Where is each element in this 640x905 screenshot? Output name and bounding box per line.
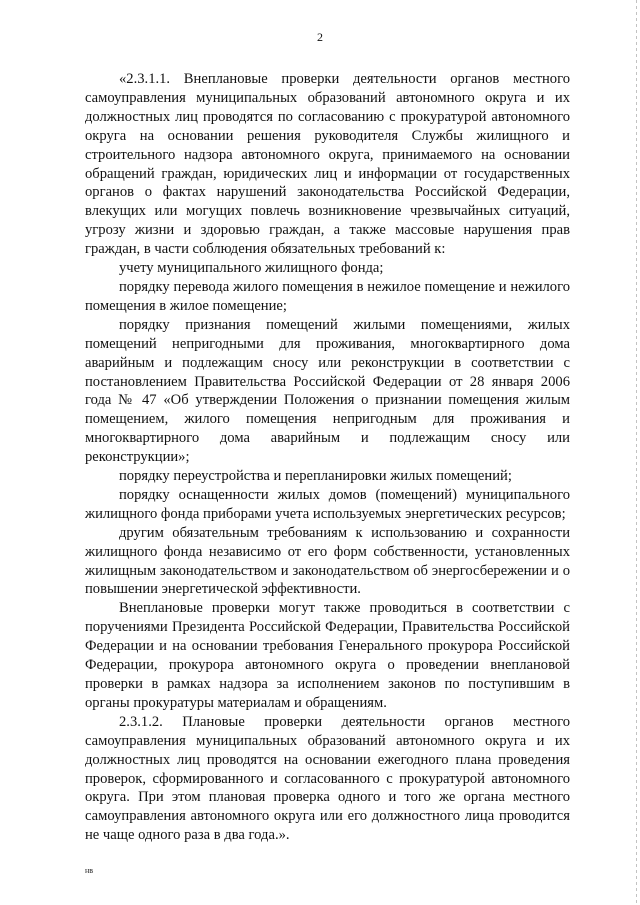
paragraph-item-metering: порядку оснащенности жилых домов (помещений) муниципального жилищного фонда приборами учета используемых энергетических ресурсов; [85, 486, 570, 522]
footer-initials: нв [85, 866, 94, 875]
paragraph-2-3-1-2: 2.3.1.2. Плановые проверки деятельности органов местного самоуправления муниципальных образований автономного округа и их должностных лиц проводятся на основании ежегодного плана проведения проверок, сформированного и согласованного с прокуратурой автономного округа. При этом плановая проверка одного и того же органа местного самоуправления автономного округа или его должностного лица проводится не чаще одного раза в два года.». [85, 713, 570, 844]
paragraph-item-transfer: порядку перевода жилого помещения в нежилое помещение и нежилого помещения в жилое помещение; [85, 278, 570, 314]
scan-edge-line [636, 0, 637, 905]
page-number: 2 [317, 30, 323, 44]
document-body [85, 70, 570, 845]
paragraph-item-accounting: учету муниципального жилищного фонда; [119, 260, 384, 277]
paragraph-2-3-1-1: «2.3.1.1. Внеплановые проверки деятельности органов местного самоуправления муниципальных образований автономного округа и их должностных лиц проводятся по согласованию с прокуратурой автономного округа на основании решения руководителя Службы жилищного и строительного надзора автономного округа, принимаемого на основании обращений граждан, юридических лиц и информации от государственных органов о фактах нарушений законодательства Российской Федерации, влекущих или могущих повлечь возникновение чрезвычайных ситуаций, угрозу жизни и здоровью граждан, а также массовые нарушения прав граждан, в части соблюдения обязательных требований к: [85, 71, 570, 258]
paragraph-unscheduled-inspections: Внеплановые проверки могут также проводиться в соответствии с поручениями Президента Российской Федерации, Правительства Российской Федерации и на основании требования Генерального прокурора Российской Федерации, прокурора автономного округа о проведении внеплановой проверки в рамках надзора за исполнением законов по поступившим в органы прокуратуры материалам и обращениям. [85, 600, 570, 711]
paragraph-item-other-requirements: другим обязательным требованиям к использованию и сохранности жилищного фонда независимо от его форм собственности, установленных жилищным законодательством и законодательством об энергосбережении и о повышении энергетической эффективности. [85, 524, 570, 598]
paragraph-item-recognition: порядку признания помещений жилыми помещениями, жилых помещений непригодными для проживания, многоквартирного дома аварийным и подлежащим сносу или реконструкции в соответствии с постановлением Правительства Российской Федерации от 28 января 2006 года № 47 «Об утверждении Положения о признании помещения жилым помещением, жилого помещения непригодным для проживания и многоквартирного дома аварийным и подлежащим сносу или реконструкции»; [85, 316, 570, 466]
paragraph-item-reconstruction: порядку переустройства и перепланировки жилых помещений; [119, 468, 512, 485]
